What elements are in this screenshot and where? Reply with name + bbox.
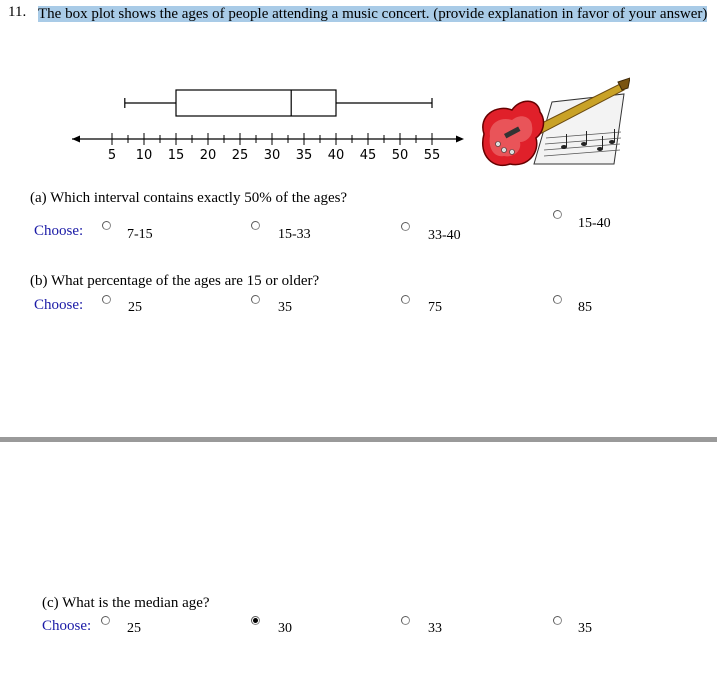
section-divider bbox=[0, 437, 717, 442]
part-b-radio-1[interactable] bbox=[102, 295, 111, 304]
part-a-option-2[interactable]: 15-33 bbox=[278, 227, 311, 242]
part-a-radio-4[interactable] bbox=[553, 210, 562, 219]
axis-tick-label: 50 bbox=[391, 148, 409, 163]
axis-tick-label: 55 bbox=[423, 148, 441, 163]
question-text bbox=[38, 4, 710, 25]
part-b-choose-label: Choose: bbox=[34, 297, 84, 313]
guitar-music-icon bbox=[474, 76, 630, 172]
part-b-option-1[interactable]: 25 bbox=[128, 300, 142, 315]
axis-arrow-right bbox=[456, 136, 464, 143]
axis-tick-label: 30 bbox=[263, 148, 281, 163]
part-b-radio-3[interactable] bbox=[401, 295, 410, 304]
part-c-option-3[interactable]: 33 bbox=[428, 621, 442, 636]
part-a-option-4[interactable]: 15-40 bbox=[578, 216, 611, 231]
part-b-prompt: (b) What percentage of the ages are 15 or older? bbox=[30, 273, 320, 289]
axis-tick-label: 40 bbox=[327, 148, 345, 163]
axis-tick-label: 25 bbox=[231, 148, 249, 163]
part-c-choose-label: Choose: bbox=[42, 618, 92, 634]
part-a-choose-label: Choose: bbox=[34, 223, 84, 239]
axis-tick-label: 35 bbox=[295, 148, 313, 163]
part-c-option-1[interactable]: 25 bbox=[127, 621, 141, 636]
box-plot bbox=[70, 80, 470, 170]
part-b-radio-4[interactable] bbox=[553, 295, 562, 304]
part-a-option-1[interactable]: 7-15 bbox=[127, 227, 153, 242]
part-c-option-2[interactable]: 30 bbox=[278, 621, 292, 636]
axis-tick-label: 20 bbox=[199, 148, 217, 163]
axis-arrow-left bbox=[72, 136, 80, 143]
part-a-radio-1[interactable] bbox=[102, 221, 111, 230]
axis-tick-label: 45 bbox=[359, 148, 377, 163]
part-c-radio-3[interactable] bbox=[401, 616, 410, 625]
part-c-radio-2[interactable] bbox=[251, 616, 260, 625]
part-c-radio-1[interactable] bbox=[101, 616, 110, 625]
axis-tick-label: 10 bbox=[135, 148, 153, 163]
part-c-radio-4[interactable] bbox=[553, 616, 562, 625]
axis-tick-label: 5 bbox=[107, 148, 117, 163]
part-a-radio-2[interactable] bbox=[251, 221, 260, 230]
part-c-option-4[interactable]: 35 bbox=[578, 621, 592, 636]
question-text-highlight: The box plot shows the ages of people attending a music concert. (provide explanation in favor of your answer) bbox=[38, 6, 708, 22]
axis-tick-label: 15 bbox=[167, 148, 185, 163]
part-b-radio-2[interactable] bbox=[251, 295, 260, 304]
part-a-prompt: (a) Which interval contains exactly 50% of the ages? bbox=[30, 190, 348, 206]
part-b-option-3[interactable]: 75 bbox=[428, 300, 442, 315]
question-number: 11. bbox=[8, 4, 27, 20]
box-iqr bbox=[176, 90, 336, 116]
part-b-option-4[interactable]: 85 bbox=[578, 300, 592, 315]
part-b-option-2[interactable]: 35 bbox=[278, 300, 292, 315]
part-a-radio-3[interactable] bbox=[401, 222, 410, 231]
part-a-option-3[interactable]: 33-40 bbox=[428, 228, 461, 243]
part-c-prompt: (c) What is the median age? bbox=[42, 595, 210, 611]
